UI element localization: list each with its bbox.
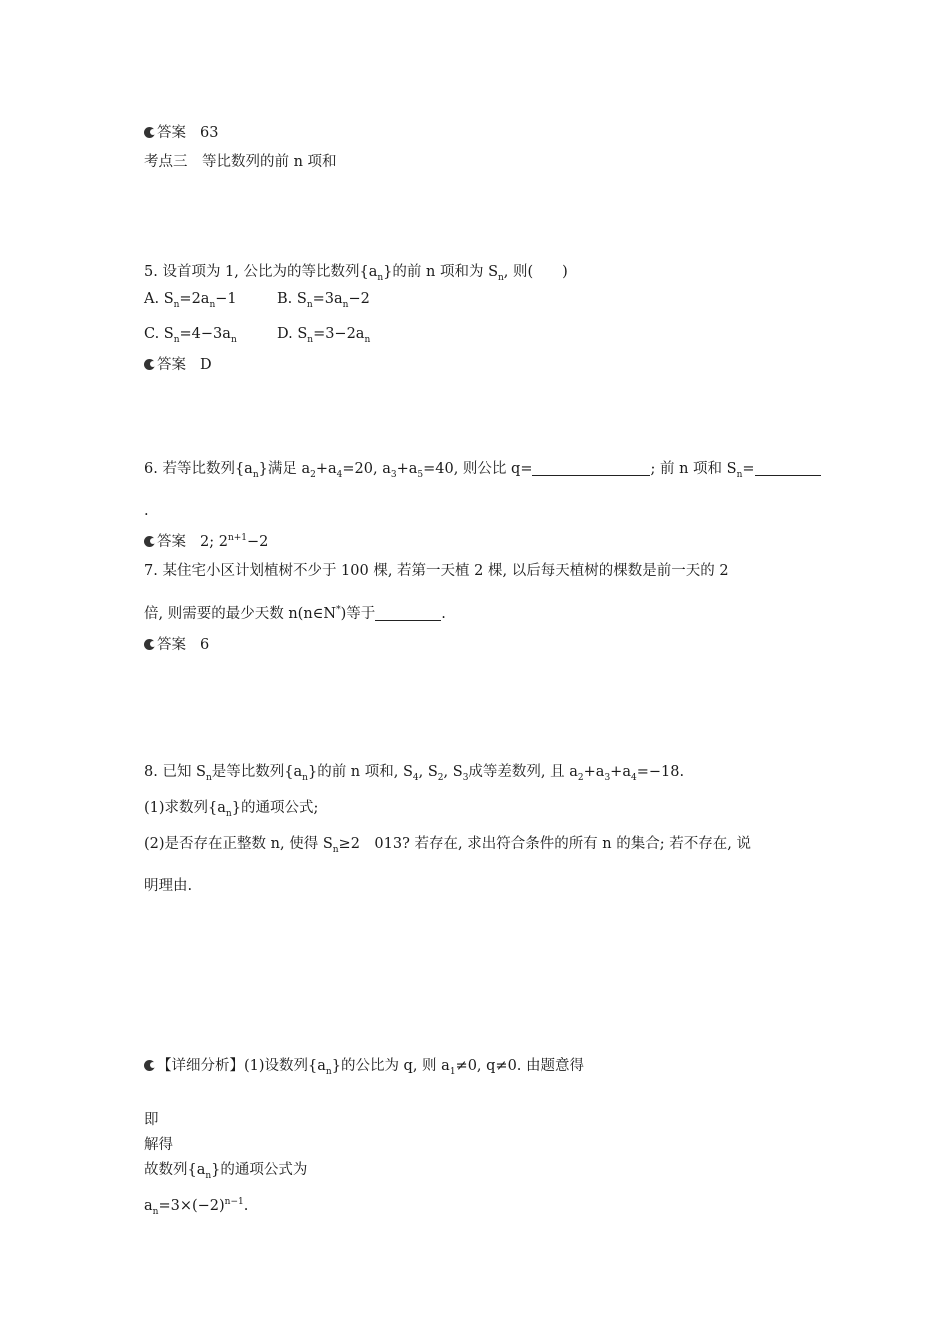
q8-part2-cont: 明理由. [144, 878, 193, 894]
analysis-formula: $a_n=3\times(-2)^{n-1}$. [144, 1197, 249, 1217]
q5-options-cd [144, 325, 371, 345]
question-8: 8. 已知 $S_n$是等比数列$\{a_n\}$的前 n 项和, $S_4$, $S_2$, $S_3$成等差数列, 且 $a_2+a_3+a_4=-18$. [144, 764, 685, 783]
q7-answer-line: 答案 6 [144, 636, 209, 654]
option-d: D. $S_n=3-2a_n$ [277, 326, 371, 345]
analysis-ji: 即 [144, 1112, 159, 1128]
answer-icon [144, 127, 155, 138]
answer-icon [144, 536, 155, 547]
q8-part1: (1)求数列$\{a_n\}$的通项公式; [144, 800, 319, 819]
q6-answer-line: 答案 2; $2^{n+1}-2$ [144, 533, 268, 551]
analysis-icon [144, 1060, 155, 1071]
answer-icon [144, 359, 155, 370]
analysis-general-term-intro: 故数列$\{a_n\}$的通项公式为 [144, 1162, 308, 1181]
question-6: 6. 若等比数列$\{a_n\}$满足 $a_2+a_4=20$, $a_3+a_5=40$, 则公比 q= ; 前 n 项和 $S_n=$ [144, 460, 821, 478]
q6-trailing-dot: . [144, 503, 149, 519]
option-c: C. $S_n=4-3a_n$ [144, 326, 237, 345]
q5-options-ab [144, 290, 370, 310]
blank-q[interactable] [532, 461, 650, 476]
question-7-line1: 7. 某住宅小区计划植树不少于 100 棵, 若第一天植 2 棵, 以后每天植树的棵数是前一天的 2 [144, 563, 729, 579]
option-b: B. $S_n=3a_n-2$ [277, 291, 370, 310]
q4-answer-line: 答案 63 [144, 124, 218, 142]
question-7-line2: 倍, 则需要的最少天数 n(n∈N*)等于 . [144, 605, 446, 622]
blank-days[interactable] [375, 606, 441, 621]
blank-sn[interactable] [755, 461, 821, 476]
q8-part2: (2)是否存在正整数 n, 使得 $S_n\ge 2$ 013? 若存在, 求出符合条件的所有 n 的集合; 若不存在, 说 [144, 836, 751, 855]
section-title: 考点三 等比数列的前 n 项和 [144, 154, 337, 170]
analysis-head: 【详细分析】(1)设数列$\{a_n\}$的公比为 q, 则 $a_1\ne 0$, q≠0. 由题意得 [144, 1057, 584, 1075]
analysis-jiede: 解得 [144, 1137, 173, 1153]
q5-answer-line: 答案 D [144, 356, 212, 374]
answer-icon [144, 639, 155, 650]
question-5: 5. 设首项为 1, 公比为的等比数列$\{a_n\}$的前 n 项和为 $S_n$, 则( ) [144, 264, 568, 283]
option-a: A. $S_n=2a_n-1$ [144, 291, 237, 310]
